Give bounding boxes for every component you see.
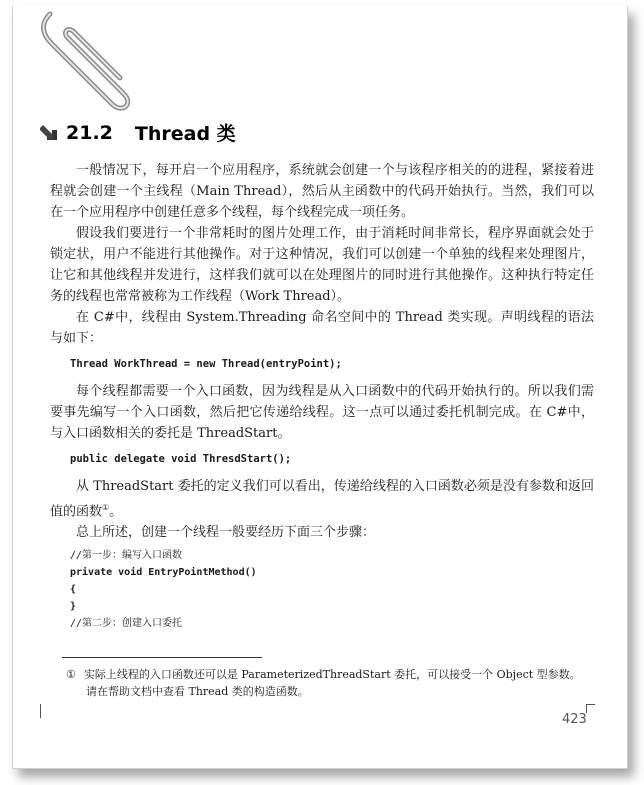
section-title: Thread 类 <box>134 123 236 145</box>
paragraph: 总上所述，创建一个线程一般要经历下面三个步骤： <box>76 525 376 541</box>
footnote <box>66 666 596 700</box>
crop-mark <box>586 704 595 713</box>
code-comment: //第二步：创建入口委托 <box>70 618 183 630</box>
paperclip-icon <box>22 0 132 130</box>
paragraph: 假设我们要进行一个非常耗时的图片处理工作，由于消耗时间非常长，程序界面就会处于锁定状，用户不能进行其他操作。对于这种情况，我们可以创建一个单独的线程来处理图片，让它和其他线程并发进行，这样我们就可以在处理图片的同时进行其他操作。这种执行特定任务的线程也常常被称为工作线程（Work Thread）。 <box>50 226 594 304</box>
paragraph-text: 从 ThreadStart 委托的定义我们可以看出，传递给线程的入口函数必须是没有参数和返回值的函数 <box>50 479 594 520</box>
paragraph <box>50 476 594 522</box>
code-line: private void EntryPointMethod() <box>70 567 257 579</box>
footnote-ref: ① <box>102 503 110 512</box>
footnote-mark: ① <box>66 668 76 681</box>
code-line: Thread WorkThread = new Thread(entryPoint); <box>70 358 342 370</box>
paragraph: 一般情况下，每开启一个应用程序，系统就会创建一个与该程序相关的的进程，紧接着进程就会创建一个主线程（Main Thread），然后从主函数中的代码开始执行。当然，我们可以在一个应用程序中创建任意多个线程，每个线程完成一项任务。 <box>50 163 594 220</box>
code-line: } <box>70 601 77 613</box>
code-line: public delegate void ThresdStart(); <box>70 453 292 465</box>
code-block <box>50 547 594 632</box>
page-number: 423 <box>562 712 587 727</box>
paragraph: 每个线程都需要一个入口函数，因为线程是从入口函数中的代码开始执行的。所以我们需要事先编写一个入口函数，然后把它传递给线程。这一点可以通过委托机制完成。在 C#中，与入口函数相关的委托是 ThreadStart。 <box>50 384 594 441</box>
body-text <box>50 160 594 632</box>
footnote-line: 请在帮助文档中查看 Thread 类的构造函数。 <box>86 685 309 698</box>
code-line: { <box>70 584 77 596</box>
arrow-down-right-icon <box>40 124 60 142</box>
section-heading <box>40 119 236 146</box>
crop-mark <box>40 704 41 718</box>
code-comment: //第一步：编写入口函数 <box>70 550 183 562</box>
paragraph: 在 C#中，线程由 System.Threading 命名空间中的 Thread 类实现。声明线程的语法与如下： <box>50 310 594 346</box>
footnote-divider <box>62 657 262 658</box>
section-number: 21.2 <box>66 121 113 144</box>
footnote-line: 实际上线程的入口函数还可以是 ParameterizedThreadStart 委托，可以接受一个 Object 型参数。 <box>83 668 581 681</box>
paragraph-end: 。 <box>109 504 123 520</box>
